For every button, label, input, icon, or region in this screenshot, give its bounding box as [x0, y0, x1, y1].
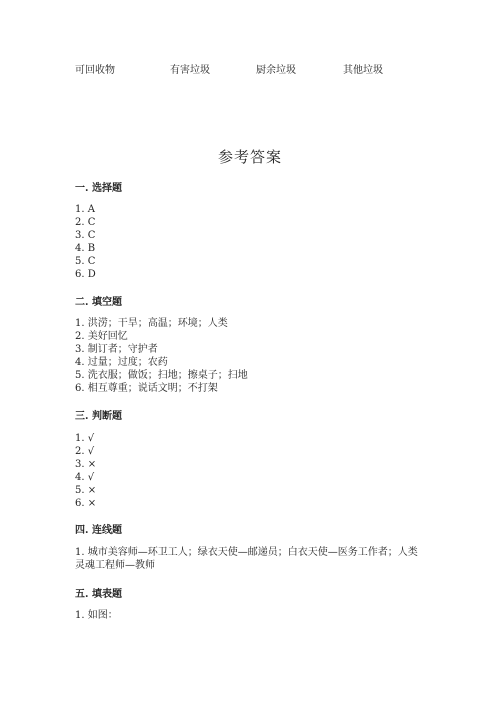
answer-line: 灵魂工程师—教师: [75, 560, 155, 571]
category-kitchen: 厨余垃圾: [256, 65, 296, 76]
answer-line: 1. A: [75, 204, 95, 215]
answer-line: 1. √: [75, 433, 95, 444]
answer-line: 6. D: [75, 269, 96, 280]
answer-line: 1. 如图：: [75, 610, 118, 621]
answer-line: 5. 洗衣服；做饭；扫地；擦桌子；扫地: [75, 370, 248, 381]
section-answers-fill-blank: [75, 317, 248, 395]
answer-line: 4. 过量；过度；农药: [75, 357, 168, 368]
answer-line: 4. B: [75, 243, 96, 254]
category-recyclable: 可回收物: [75, 65, 115, 76]
answer-line: 1. 城市美容师—环卫工人；绿衣天使—邮递员；白衣天使—医务工作者；人类: [75, 547, 418, 558]
section-answers-choice: [75, 203, 96, 281]
section-heading-fill-blank: 二. 填空题: [75, 297, 122, 308]
answer-line: 5. C: [75, 256, 96, 267]
answer-line: 2. C: [75, 217, 96, 228]
waste-category-row: [0, 61, 500, 75]
section-answers-matching: [75, 546, 418, 572]
answer-line: 2. √: [75, 446, 95, 457]
section-answers-table-fill: [75, 609, 118, 622]
answer-line: 4. √: [75, 472, 95, 483]
answer-line: 6. 相互尊重；说话文明；不打架: [75, 383, 218, 394]
section-heading-true-false: 三. 判断题: [75, 411, 122, 422]
answer-line: 5. ×: [75, 485, 97, 496]
category-hazardous: 有害垃圾: [170, 65, 210, 76]
answer-line: 1. 洪涝；干旱；高温；环境；人类: [75, 318, 228, 329]
section-heading-choice: 一. 选择题: [75, 183, 122, 194]
category-other: 其他垃圾: [343, 65, 383, 76]
page-title: 参考答案: [217, 148, 282, 166]
answer-line: 2. 美好回忆: [75, 331, 128, 342]
section-heading-table-fill: 五. 填表题: [75, 589, 122, 600]
answer-line: 3. ×: [75, 459, 97, 470]
answer-line: 3. C: [75, 230, 96, 241]
section-heading-matching: 四. 连线题: [75, 525, 122, 536]
answer-line: 6. ×: [75, 498, 97, 509]
section-answers-true-false: [75, 432, 96, 510]
answer-line: 3. 制订者；守护者: [75, 344, 158, 355]
